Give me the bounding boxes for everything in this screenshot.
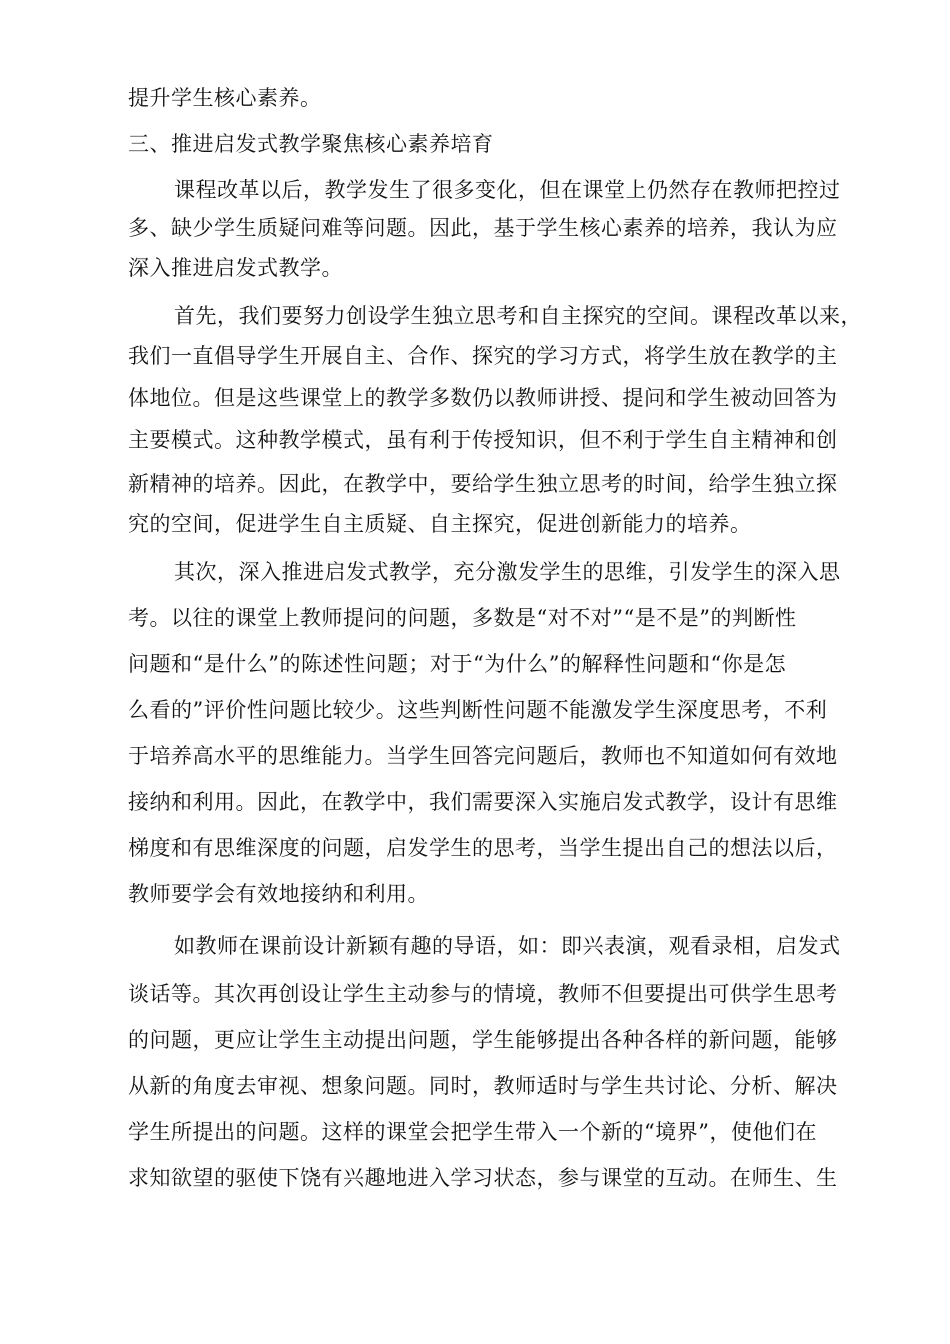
text-line: 考。以往的课堂上教师提问的问题，多数是“对不对”“是不是”的判断性 — [128, 606, 797, 630]
text-line: 提升学生核心素养。 — [128, 86, 322, 110]
text-line: 学生所提出的问题。这样的课堂会把学生带入一个新的“境界”，使他们在 — [128, 1120, 817, 1144]
text-line: 体地位。但是这些课堂上的教学多数仍以教师讲授、提问和学生被动回答为 — [128, 386, 838, 410]
text-line: 主要模式。这种教学模式，虽有利于传授知识，但不利于学生自主精神和创 — [128, 428, 838, 452]
text-line: 多、缺少学生质疑问难等问题。因此，基于学生核心素养的培养，我认为应 — [128, 216, 838, 240]
text-line: 其次，深入推进启发式教学，充分激发学生的思维，引发学生的深入思 — [174, 560, 841, 584]
text-line: 求知欲望的驱使下饶有兴趣地进入学习状态，参与课堂的互动。在师生、生 — [128, 1166, 838, 1190]
text-line: 首先，我们要努力创设学生独立思考和自主探究的空间。课程改革以来， — [174, 304, 862, 328]
text-line: 于培养高水平的思维能力。当学生回答完问题后，教师也不知道如何有效地 — [128, 744, 838, 768]
text-line: 如教师在课前设计新颖有趣的导语，如：即兴表演，观看录相，启发式 — [174, 934, 841, 958]
text-line: 我们一直倡导学生开展自主、合作、探究的学习方式，将学生放在教学的主 — [128, 344, 838, 368]
text-line: 的问题，更应让学生主动提出问题，学生能够提出各种各样的新问题，能够 — [128, 1028, 838, 1052]
text-line: 问题和“是什么”的陈述性问题；对于“为什么”的解释性问题和“你是怎 — [128, 652, 787, 676]
text-line: 梯度和有思维深度的问题，启发学生的思考，当学生提出自己的想法以后， — [128, 836, 838, 860]
text-line: 么看的”评价性问题比较少。这些判断性问题不能激发学生深度思考，不利 — [128, 698, 828, 722]
text-line: 教师要学会有效地接纳和利用。 — [128, 882, 429, 906]
text-line: 谈话等。其次再创设让学生主动参与的情境，教师不但要提出可供学生思考 — [128, 982, 838, 1006]
text-line: 究的空间，促进学生自主质疑、自主探究，促进创新能力的培养。 — [128, 512, 752, 536]
text-line: 新精神的培养。因此，在教学中，要给学生独立思考的时间，给学生独立探 — [128, 472, 838, 496]
text-line: 接纳和利用。因此，在教学中，我们需要深入实施启发式教学，设计有思维 — [128, 790, 838, 814]
text-line: 深入推进启发式教学。 — [128, 256, 343, 280]
text-line: 从新的角度去审视、想象问题。同时，教师适时与学生共讨论、分析、解决 — [128, 1074, 838, 1098]
text-line: 课程改革以后，教学发生了很多变化，但在课堂上仍然存在教师把控过 — [174, 178, 841, 202]
section-heading: 三、推进启发式教学聚焦核心素养培育 — [128, 132, 494, 156]
